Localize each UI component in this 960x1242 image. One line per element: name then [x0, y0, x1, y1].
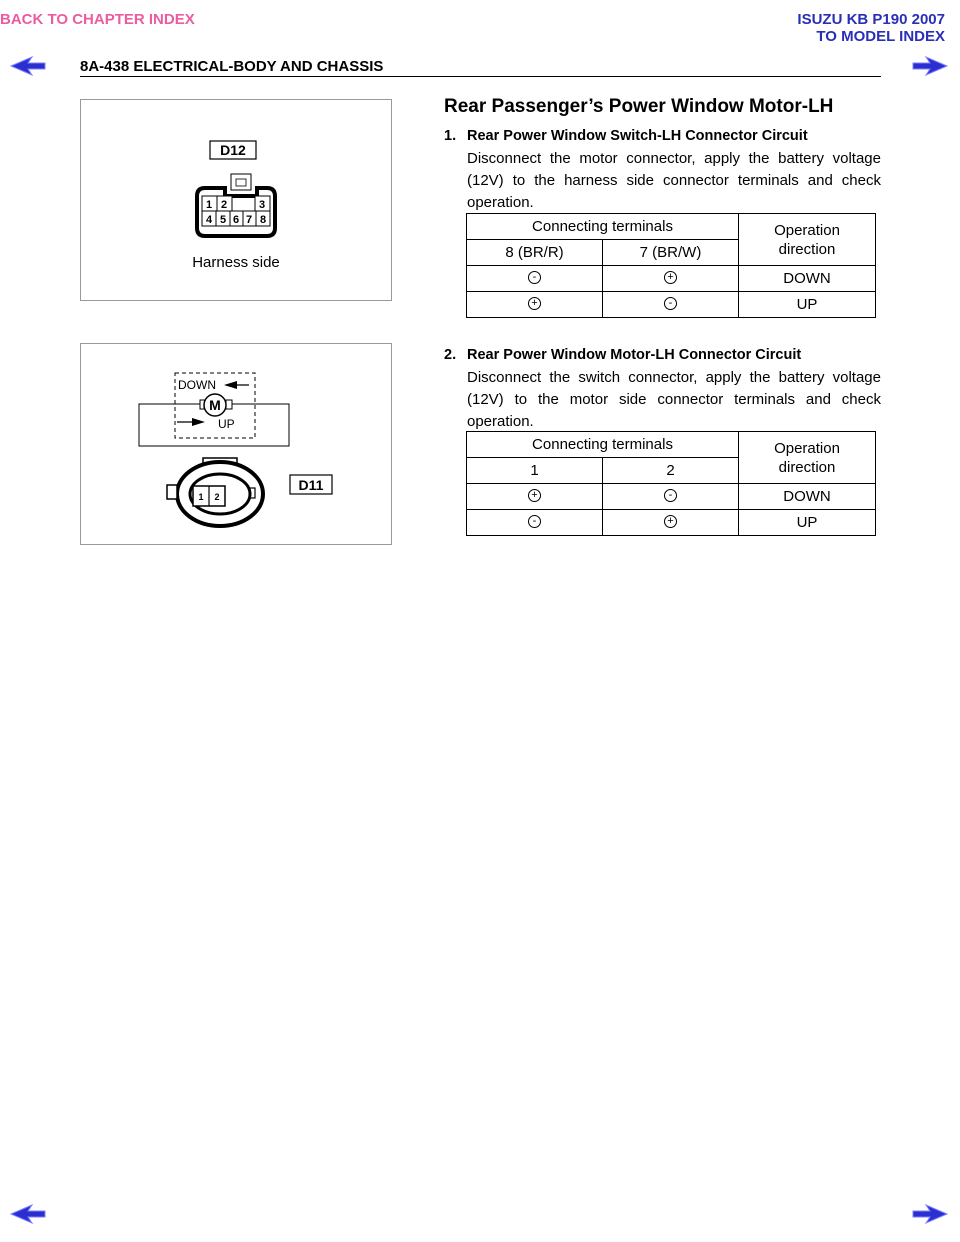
- polarity-plus-icon: +: [664, 515, 677, 528]
- pin-label: 2: [214, 492, 220, 502]
- table-op-header: [739, 214, 876, 266]
- table-op-header: [739, 432, 876, 484]
- polarity-minus-icon: -: [664, 489, 677, 502]
- table-row: [467, 292, 876, 318]
- header-divider: [80, 76, 881, 77]
- motor-d11-diagram: [81, 344, 391, 544]
- step-title-text: Rear Power Window Switch-LH Connector Circuit: [467, 128, 808, 144]
- step1-title: [444, 128, 808, 144]
- polarity-cell: [603, 484, 739, 510]
- table-col-header: 1: [467, 458, 603, 484]
- table-row: [467, 484, 876, 510]
- polarity-cell: [603, 266, 739, 292]
- table-group-header: Connecting terminals: [467, 214, 739, 240]
- table-row: [467, 510, 876, 536]
- pin-label: 7: [245, 214, 253, 226]
- back-to-chapter-index-link[interactable]: BACK TO CHAPTER INDEX: [0, 11, 195, 28]
- model-index-link[interactable]: [797, 11, 945, 45]
- polarity-cell: [467, 266, 603, 292]
- step-title-text: Rear Power Window Motor-LH Connector Circuit: [467, 347, 802, 363]
- polarity-plus-icon: +: [528, 489, 541, 502]
- polarity-minus-icon: -: [528, 515, 541, 528]
- pin-label: 2: [220, 199, 228, 211]
- harness-side-caption: Harness side: [192, 254, 280, 271]
- page-header: 8A-438 ELECTRICAL-BODY AND CHASSIS: [80, 58, 384, 75]
- step2-description: Disconnect the switch connector, apply the battery voltage (12V) to the motor side connector terminals and check operation.: [467, 369, 881, 430]
- pin-label: 3: [258, 199, 266, 211]
- step2-title: [444, 347, 801, 363]
- connector-d12-figure: [80, 99, 392, 301]
- pin-label: 6: [232, 214, 240, 226]
- prev-page-arrow-icon[interactable]: [10, 56, 46, 76]
- pin-label: 8: [259, 214, 267, 226]
- direction-cell: DOWN: [739, 484, 876, 510]
- pin-label: 5: [219, 214, 227, 226]
- polarity-cell: [467, 292, 603, 318]
- table-col-header: 8 (BR/R): [467, 240, 603, 266]
- table-col-header: 2: [603, 458, 739, 484]
- model-title: ISUZU KB P190 2007: [797, 11, 945, 28]
- table-col-header: 7 (BR/W): [603, 240, 739, 266]
- polarity-minus-icon: -: [528, 271, 541, 284]
- direction-cell: UP: [739, 510, 876, 536]
- step1-description: Disconnect the motor connector, apply the battery voltage (12V) to the harness side connector terminals and check operation.: [467, 150, 881, 211]
- section-title: Rear Passenger’s Power Window Motor-LH: [444, 96, 834, 117]
- polarity-cell: [467, 484, 603, 510]
- prev-page-arrow-icon[interactable]: [10, 1204, 46, 1224]
- connector-id-label: D11: [298, 477, 324, 493]
- motor-label: M: [209, 397, 221, 413]
- polarity-minus-icon: -: [664, 297, 677, 310]
- op-header-text: Operation direction: [774, 221, 840, 258]
- pin-label: 1: [205, 199, 213, 211]
- table-group-header: Connecting terminals: [467, 432, 739, 458]
- step2-terminal-table: [466, 431, 876, 536]
- polarity-plus-icon: +: [528, 297, 541, 310]
- polarity-cell: [603, 292, 739, 318]
- polarity-plus-icon: +: [664, 271, 677, 284]
- next-page-arrow-icon[interactable]: [912, 56, 948, 76]
- next-page-arrow-icon[interactable]: [912, 1204, 948, 1224]
- step-number: 2.: [444, 347, 457, 363]
- to-model-index-label[interactable]: TO MODEL INDEX: [816, 28, 945, 45]
- motor-d11-figure: [80, 343, 392, 545]
- pin-label: 4: [205, 214, 213, 226]
- pin-label: 1: [198, 492, 204, 502]
- direction-cell: UP: [739, 292, 876, 318]
- step-number: 1.: [444, 128, 457, 144]
- table-row: [467, 266, 876, 292]
- step1-terminal-table: [466, 213, 876, 318]
- polarity-cell: [467, 510, 603, 536]
- connector-id-label: D12: [220, 142, 246, 158]
- op-header-text: Operation direction: [774, 439, 840, 476]
- down-direction-label: DOWN: [178, 378, 216, 392]
- direction-cell: DOWN: [739, 266, 876, 292]
- up-direction-label: UP: [218, 417, 235, 431]
- polarity-cell: [603, 510, 739, 536]
